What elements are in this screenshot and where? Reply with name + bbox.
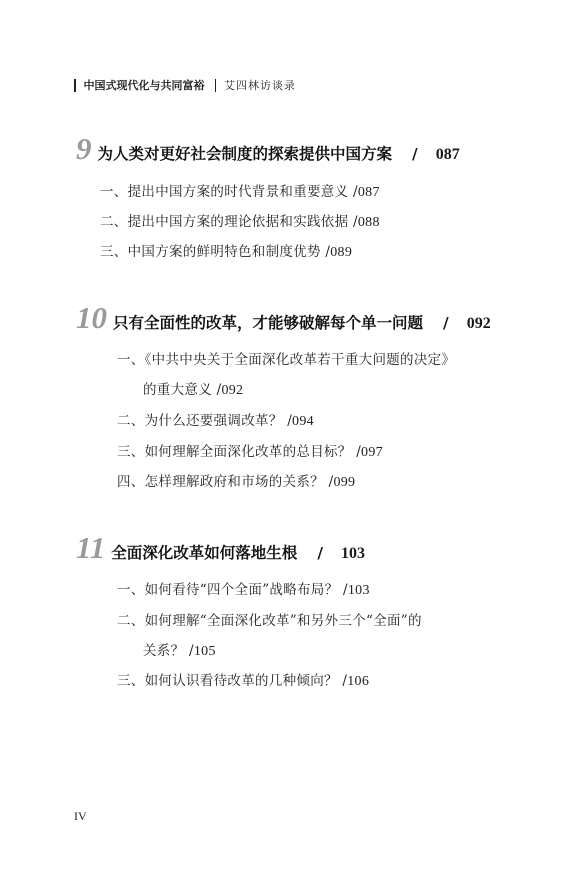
chapter-number: 9: [76, 131, 92, 166]
entry-title: 三、如何认识看待改革的几种倾向？ /: [117, 673, 348, 689]
entry-title-continuation: 关系？ /: [143, 643, 194, 659]
page-folio: IV: [74, 809, 87, 823]
separator: /: [317, 544, 323, 562]
chapter-page-number: 103: [340, 545, 365, 562]
entry-page-number: 094: [292, 414, 314, 429]
entry-title: 一、如何看待“四个全面”战略布局？ /: [117, 582, 348, 598]
toc-entry[interactable]: [117, 578, 370, 599]
chapter-title: 只有全面性的改革，才能够破解每个单一问题: [113, 314, 424, 332]
chapter-page-number: 087: [435, 146, 460, 163]
toc-entry-continuation[interactable]: [143, 639, 216, 660]
divider-bar: [215, 79, 217, 92]
divider-bar: [74, 79, 76, 92]
separator: /: [412, 145, 418, 163]
toc-entry[interactable]: [117, 348, 455, 368]
entry-page-number: 103: [347, 583, 370, 598]
chapter-number: 10: [76, 300, 107, 335]
toc-entry[interactable]: [100, 180, 380, 201]
entry-title: 二、为什么还要强调改革？ /: [117, 413, 293, 429]
chapter-number: 11: [76, 530, 106, 565]
chapter-11-heading[interactable]: [76, 530, 365, 566]
chapter-title: 为人类对更好社会制度的探索提供中国方案: [97, 145, 393, 163]
entry-title: 三、如何理解全面深化改革的总目标？ /: [117, 444, 362, 460]
toc-entry[interactable]: [117, 609, 422, 629]
entry-page-number: 092: [221, 383, 244, 398]
entry-title: 一、《中共中央关于全面深化改革若干重大问题的决定》: [117, 352, 456, 368]
toc-entry[interactable]: [100, 240, 352, 261]
separator: /: [443, 314, 449, 332]
entry-title: 一、提出中国方案的时代背景和重要意义 /: [100, 184, 358, 200]
chapter-9-heading[interactable]: [76, 131, 460, 167]
book-title: 中国式现代化与共同富裕: [83, 79, 205, 92]
entry-page-number: 087: [357, 185, 380, 200]
entry-title: 三、中国方案的鲜明特色和制度优势 /: [100, 244, 331, 260]
entry-page-number: 088: [357, 215, 380, 230]
chapter-title: 全面深化改革如何落地生根: [111, 544, 298, 562]
entry-page-number: 099: [333, 475, 356, 490]
entry-title-continuation: 的重大意义 /: [143, 382, 222, 398]
chapter-page-number: 092: [466, 315, 491, 332]
entry-page-number: 105: [193, 644, 216, 659]
entry-page-number: 089: [330, 245, 353, 260]
book-subtitle: 艾四林访谈录: [224, 79, 296, 92]
toc-entry[interactable]: [117, 669, 369, 690]
entry-page-number: 097: [361, 445, 383, 460]
running-head: [74, 77, 296, 93]
toc-entry[interactable]: [117, 409, 314, 430]
entry-page-number: 106: [347, 674, 370, 689]
entry-title: 二、提出中国方案的理论依据和实践依据 /: [100, 214, 358, 230]
chapter-10-heading[interactable]: [76, 300, 491, 336]
toc-entry[interactable]: [117, 440, 383, 461]
toc-entry[interactable]: [117, 470, 355, 491]
entry-title: 二、如何理解“全面深化改革”和另外三个“全面”的: [117, 613, 422, 629]
entry-title: 四、怎样理解政府和市场的关系？ /: [117, 474, 334, 490]
toc-entry[interactable]: [100, 210, 380, 231]
toc-entry-continuation[interactable]: [143, 378, 243, 399]
